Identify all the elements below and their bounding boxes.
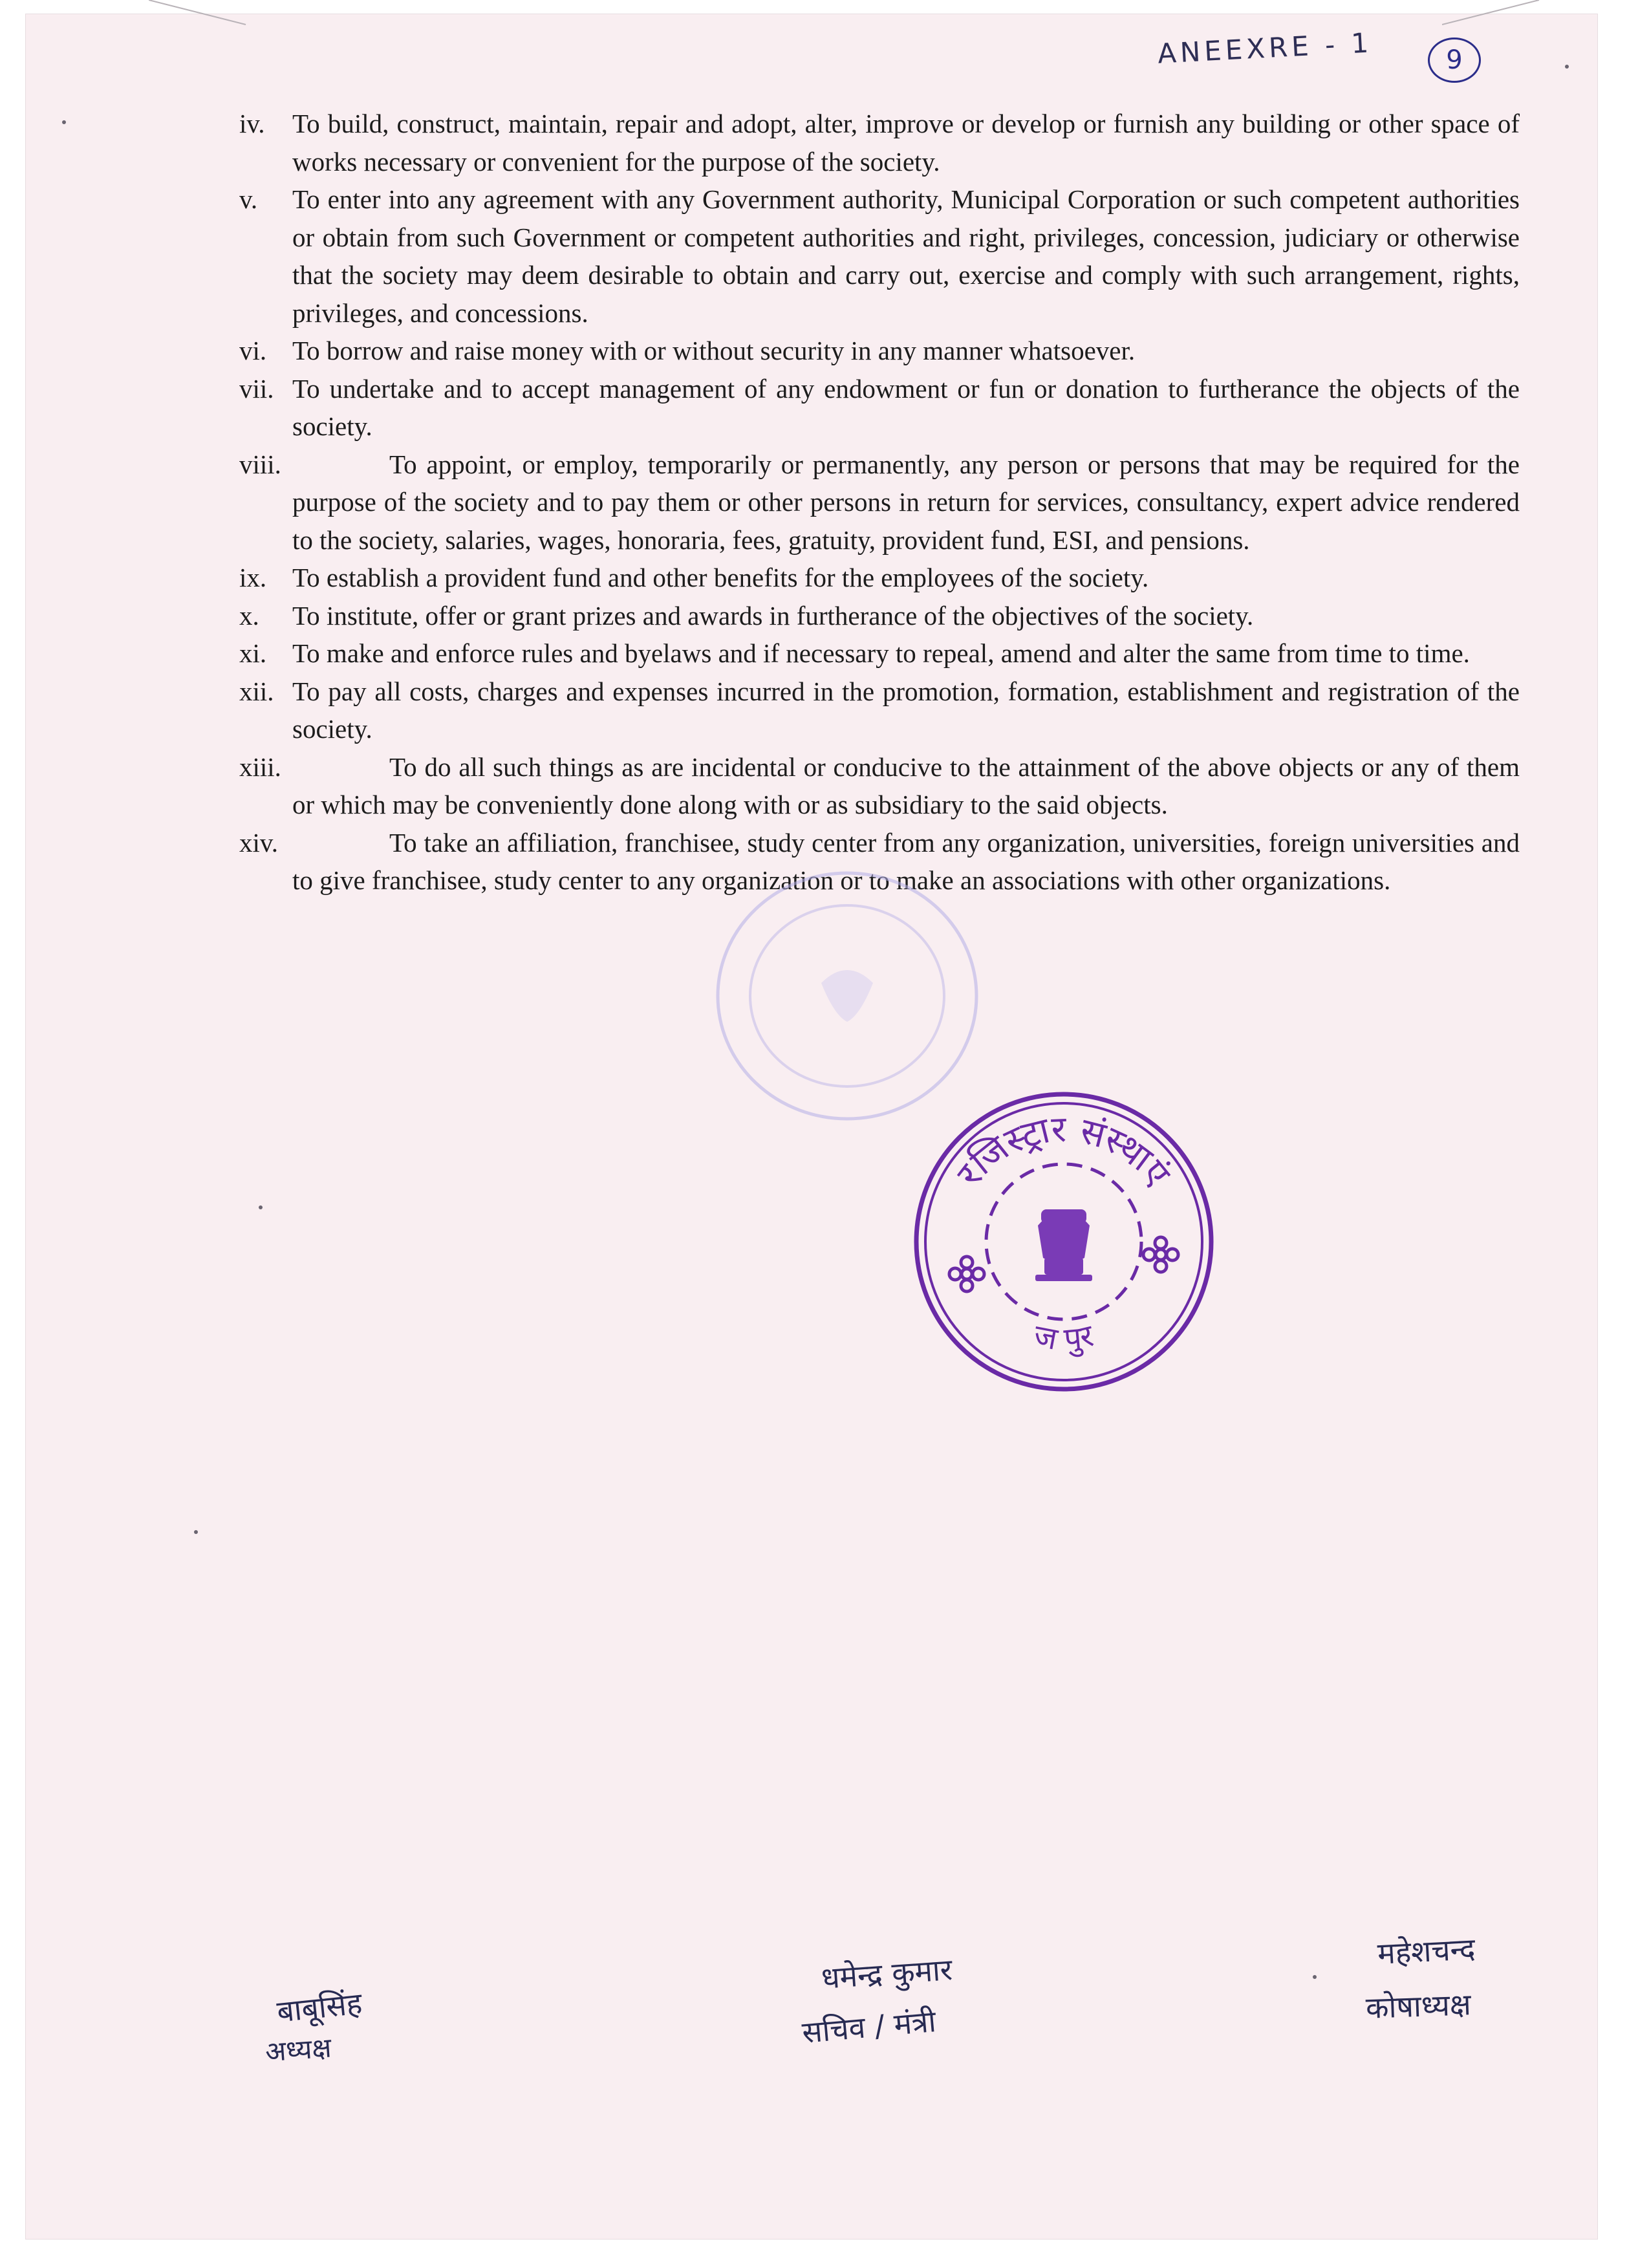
clause-xii xyxy=(239,673,1520,748)
clause-text: To undertake and to accept management of any endowment or fun or donation to furtherance the objects of the society. xyxy=(292,373,1520,441)
clause-xiii xyxy=(239,748,1520,824)
clause-number: x. xyxy=(239,600,259,631)
clause-number: v. xyxy=(239,184,258,214)
scan-speck xyxy=(259,1205,263,1209)
clause-number: viii. xyxy=(239,449,281,479)
seal-ring-bottom-text: ज पुर xyxy=(1031,1317,1097,1358)
clause-text: To appoint, or employ, temporarily or permanently, any person or persons that may be required for the purpose of the society and to pay them or other persons in return for services, consultancy, expert advice rendered to the society, salaries, wages, honoraria, fees, gratuity, provident fund, ESI, and pensions. xyxy=(292,449,1520,555)
clause-text: To institute, offer or grant prizes and awards in furtherance of the objectives of the society. xyxy=(292,600,1254,631)
scan-speck xyxy=(62,120,66,124)
clause-text: To build, construct, maintain, repair and adopt, alter, improve or develop or furnish any building or other space of works necessary or convenient for the purpose of the society. xyxy=(292,109,1520,177)
clause-number: vii. xyxy=(239,373,274,404)
scan-speck xyxy=(1565,65,1569,69)
scan-speck xyxy=(194,1530,198,1534)
page-number: 9 xyxy=(1428,38,1481,83)
clause-number: xii. xyxy=(239,676,274,706)
annexure-label: ANEEXRE - 1 xyxy=(1156,27,1374,70)
registrar-seal xyxy=(909,1086,1219,1397)
clause-list xyxy=(239,105,1520,900)
signature-president-title: अध्यक्ष xyxy=(264,2031,333,2068)
clause-text: To pay all costs, charges and expenses incurred in the promotion, formation, establishment and registration of the society. xyxy=(292,676,1520,744)
clause-v xyxy=(239,180,1520,332)
clause-text: To enter into any agreement with any Government authority, Municipal Corporation or such competent authorities or obtain from such Government or competent authorities and right, privileges, concession, judiciary or otherwise that the society may deem desirable to obtain and carry out, exercise and comply with such arrangement, rights, privileges, and concessions. xyxy=(292,184,1520,328)
clause-viii xyxy=(239,446,1520,559)
clause-number: vi. xyxy=(239,336,267,365)
clause-text: To do all such things as are incidental or conducive to the attainment of the above objects or any of them or which may be conveniently done along with or as subsidiary to the said objects. xyxy=(292,751,1520,819)
svg-text:ज पुर xyxy=(1031,1317,1097,1359)
clause-text: To make and enforce rules and byelaws and if necessary to repeal, amend and alter the same from time to time. xyxy=(292,638,1470,668)
clause-xi xyxy=(239,634,1520,673)
clause-ix xyxy=(239,559,1520,597)
flower-left-icon xyxy=(949,1257,984,1291)
clause-number: xiv. xyxy=(239,827,278,858)
flower-right-icon xyxy=(1143,1237,1178,1272)
scanner-edge-right xyxy=(1442,0,1546,26)
ashoka-emblem-icon xyxy=(1035,1209,1092,1281)
clause-number: ix. xyxy=(239,563,267,592)
clause-number: xiii. xyxy=(239,751,281,782)
clause-text: To borrow and raise money with or without security in any manner whatsoever. xyxy=(292,336,1136,365)
scan-speck xyxy=(1313,1975,1317,1979)
signature-president: बाबूसिंह xyxy=(275,1985,364,2029)
clause-text: To take an affiliation, franchisee, study center from any organization, universities, foreign universities and to give franchisee, study center to any organization or to make an associations with other organizations. xyxy=(292,827,1520,895)
clause-vii xyxy=(239,370,1520,446)
signature-treasurer-title: कोषाध्यक्ष xyxy=(1365,1987,1472,2025)
scanner-edge-left xyxy=(149,0,252,26)
clause-number: iv. xyxy=(239,109,265,138)
seal-ring-top-text: रजिस्ट्रार संस्थाएं xyxy=(949,1108,1179,1194)
clause-number: xi. xyxy=(239,638,267,668)
signature-treasurer: महेशचन्द xyxy=(1376,1931,1476,1971)
clause-text: To establish a provident fund and other benefits for the employees of the society. xyxy=(292,563,1149,592)
signature-secretary-title: सचिव / मंत्री xyxy=(801,2003,938,2050)
signature-secretary: धमेन्द्र कुमार xyxy=(820,1951,954,1996)
clause-iv xyxy=(239,105,1520,180)
clause-vi xyxy=(239,332,1520,370)
svg-text:रजिस्ट्रार संस्थाएं xyxy=(949,1108,1179,1195)
clause-x xyxy=(239,597,1520,635)
